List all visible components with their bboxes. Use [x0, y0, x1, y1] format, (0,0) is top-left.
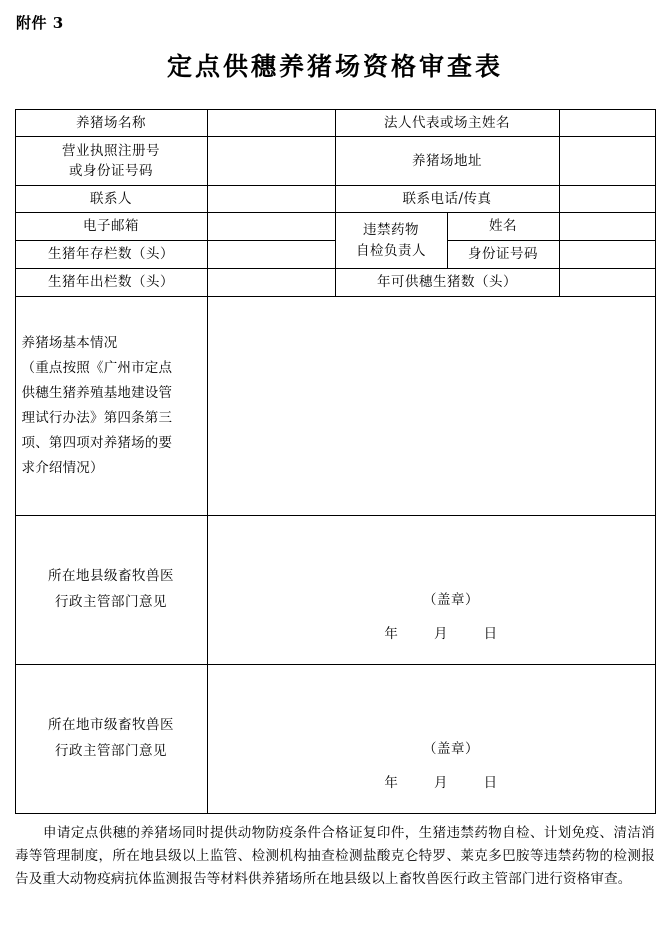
license-label-line2: 或身份证号码: [69, 163, 153, 179]
county-opinion-label-line2: 行政主管部门意见: [55, 594, 167, 610]
city-seal-block: [208, 665, 655, 813]
basic-info-label-text: [16, 331, 207, 481]
basic-info-line-2: 供穗生猪养殖基地建设管: [21, 385, 173, 402]
cell-farm-address-value[interactable]: [559, 137, 655, 186]
city-opinion-label-line1: 所在地市级畜牧兽医: [48, 717, 174, 734]
city-date-line: [364, 773, 497, 793]
county-date-month: 月: [434, 625, 448, 642]
attachment-label: 附件 3: [16, 14, 64, 32]
basic-info-line-0: 养猪场基本情况: [21, 335, 118, 352]
city-date-day: 日: [483, 774, 498, 791]
cell-slaughter-count-value[interactable]: [207, 269, 335, 297]
cell-stock-count-value[interactable]: [207, 241, 335, 269]
table-row: [15, 137, 655, 186]
city-seal-text: （盖章）: [423, 740, 479, 757]
city-date-year: 年: [384, 774, 399, 791]
page-title: 定点供穗养猪场资格审查表: [166, 52, 503, 81]
cell-officer-name-value[interactable]: [559, 213, 655, 241]
basic-info-line-1: （重点按照《广州市定点: [21, 360, 173, 377]
cell-basic-info-value[interactable]: [207, 297, 655, 516]
city-opinion-label-line2: 行政主管部门意见: [55, 743, 167, 759]
qualification-review-table: [15, 109, 656, 814]
cell-farm-name-value[interactable]: [207, 110, 335, 137]
cell-license-number-label: [15, 137, 207, 186]
cell-officer-name-label: 姓名: [447, 213, 559, 241]
cell-county-opinion-value[interactable]: [207, 516, 655, 665]
table-row: [15, 213, 655, 241]
cell-contact-phone-label: 联系电话/传真: [335, 186, 559, 213]
banned-drug-label-line1: 违禁药物: [363, 222, 419, 239]
cell-supply-count-value[interactable]: [559, 269, 655, 297]
cell-city-opinion-value[interactable]: [207, 665, 655, 814]
table-row: [15, 186, 655, 213]
table-row-basic-info: [15, 297, 655, 516]
cell-farm-name-label: 养猪场名称: [15, 110, 207, 137]
cell-license-number-value[interactable]: [207, 137, 335, 186]
cell-officer-id-label: 身份证号码: [447, 241, 559, 269]
county-seal-text: （盖章）: [423, 591, 479, 608]
cell-contact-phone-value[interactable]: [559, 186, 655, 213]
cell-legal-rep-value[interactable]: [559, 110, 655, 137]
city-date-month: 月: [434, 774, 448, 791]
table-row-city-opinion: [15, 665, 655, 814]
table-row: [15, 110, 655, 137]
cell-contact-person-value[interactable]: [207, 186, 335, 213]
basic-info-line-4: 项、第四项对养猪场的要: [21, 434, 173, 451]
table-row-county-opinion: [15, 516, 655, 665]
cell-stock-count-label: 生猪年存栏数（头）: [15, 241, 207, 269]
cell-supply-count-label: 年可供穗生猪数（头）: [335, 269, 559, 297]
county-seal-block: [208, 516, 655, 664]
county-date-line: [364, 624, 497, 644]
cell-legal-rep-label: 法人代表或场主姓名: [335, 110, 559, 137]
cell-banned-drug-officer-label: [335, 213, 447, 269]
basic-info-line-5: 求介绍情况）: [21, 459, 104, 476]
cell-email-value[interactable]: [207, 213, 335, 241]
cell-email-label: 电子邮箱: [15, 213, 207, 241]
cell-city-opinion-label: [15, 665, 207, 814]
cell-officer-id-value[interactable]: [559, 241, 655, 269]
county-opinion-label-line1: 所在地县级畜牧兽医: [48, 568, 174, 585]
county-date-day: 日: [483, 625, 498, 642]
basic-info-line-3: 理试行办法》第四条第三: [21, 410, 173, 426]
cell-farm-address-label: 养猪场地址: [335, 137, 559, 186]
license-label-line1: 营业执照注册号: [62, 142, 160, 159]
county-date-year: 年: [384, 625, 399, 642]
table-row: [15, 269, 655, 297]
cell-slaughter-count-label: 生猪年出栏数（头）: [15, 269, 207, 297]
banned-drug-label-line2: 自检负责人: [356, 242, 426, 259]
cell-basic-info-label: [15, 297, 207, 516]
footnote-text: 申请定点供穗的养猪场同时提供动物防疫条件合格证复印件，生猪违禁药物自检、计划免疫、清洁消毒等管理制度，所在地县级以上监管、检测机构抽查检测盐酸克仑特罗、莱克多巴胺等违禁药物的检测报告及重大动物疫病抗体监测报告等材料供养猪场所在地县级以上畜牧兽医行政主管部门进行资格审查。: [15, 825, 655, 888]
cell-county-opinion-label: [15, 516, 207, 665]
cell-contact-person-label: 联系人: [15, 186, 207, 213]
